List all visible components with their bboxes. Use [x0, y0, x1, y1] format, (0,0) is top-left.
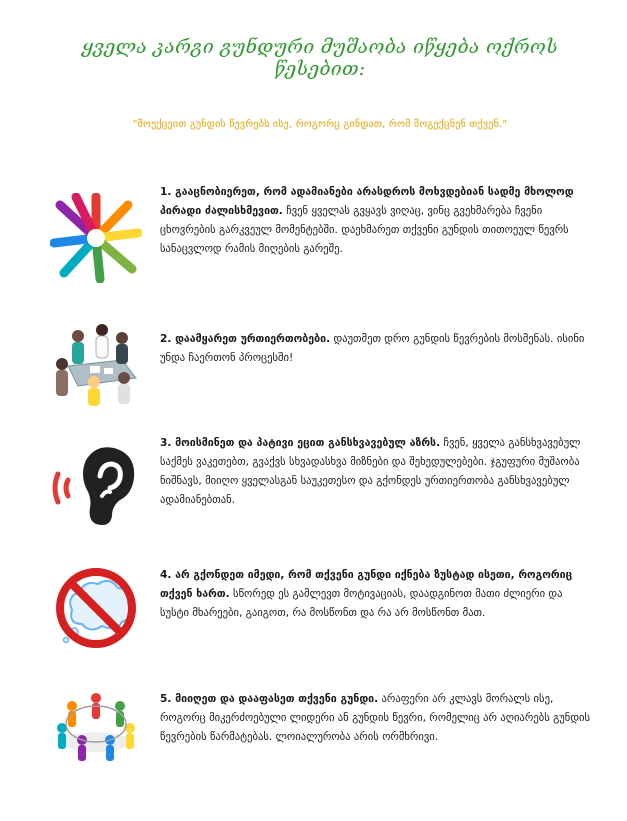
item-heading: 1. გააცნობიერეთ, რომ ადამიანები არასდროს მოხვდებიან სადმე მხოლოდ პირადი ძალისხმევით. [160, 186, 574, 217]
page-title: ყველა კარგი გუნდური მუშაობა იწყება ოქროს წესებით: [82, 36, 558, 80]
item-body: არაფერი არ კლავს მორალს ისე, როგორც მიკერძოებული ლიდერი ან გუნდის წევრი, რომელიც არ აღიარებს გუნდის წევრების წარმატებას. ლოიალურობა არის ორმხრივი. [160, 693, 591, 743]
item-heading: 5. მიიღეთ და დააფასეთ თქვენი გუნდი. [160, 693, 379, 705]
people-circle-icon [50, 690, 142, 765]
item-text [160, 183, 590, 259]
item-text [160, 690, 590, 747]
item-heading: 2. დაამყარეთ ურთიერთობები. [160, 333, 331, 345]
ear-icon [50, 444, 142, 529]
no-thought-bubble-icon [50, 566, 142, 651]
item-text [160, 566, 590, 623]
item-body: ჩვენ ყველას გვყავს ვიღაც, ვინც გვეხმარება ჩვენი ცხოვრების გარკვეულ მომენტებში. დაეხმარეთ თქვენი გუნდის თითოეულ წევრს სანაცვლოდ რამის მიღების გარეშე. [160, 205, 569, 255]
item-heading: 3. მოისმინეთ და პატივი ეცით განსხვავებულ აზრს. [160, 437, 441, 449]
colorful-hands-icon [50, 193, 142, 283]
golden-rule-quote: "მოექცეით გუნდის წევრებს ისე, როგორც გინდათ, რომ მოგექცნენ თქვენ." [132, 119, 508, 130]
item-text [160, 434, 590, 510]
item-text [160, 330, 590, 368]
item-body: სწორედ ეს გამლევთ მოტივაციას, დაადგინოთ მათი ძლიერი და სუსტი მხარეები, გაიგოთ, რა მოსწონთ და რა არ მოსწონთ მათ. [160, 588, 563, 619]
item-body: ჩვენ, ყველა განსხვავებულ საქმეს ვაკეთებთ, გვაქვს სხვადასხვა მიზნები და შეხედულებები. ჯგუფური მუშაობა ნიშნავს, მიიღო ყველასგან საუკეთესო და გქონდეს ურთიერთობა განსხვავებულ ადამიანებთან. [160, 437, 581, 506]
item-body: დაუთმეთ დრო გუნდის წევრების მოსმენას. ისინი უნდა ჩაერთონ პროცესში! [160, 333, 585, 364]
team-meeting-icon [50, 320, 142, 408]
item-heading: 4. არ გქონდეთ იმედი, რომ თქვენი გუნდი იქნება ზუსტად ისეთი, როგორიც თქვენ ხართ. [160, 569, 573, 600]
